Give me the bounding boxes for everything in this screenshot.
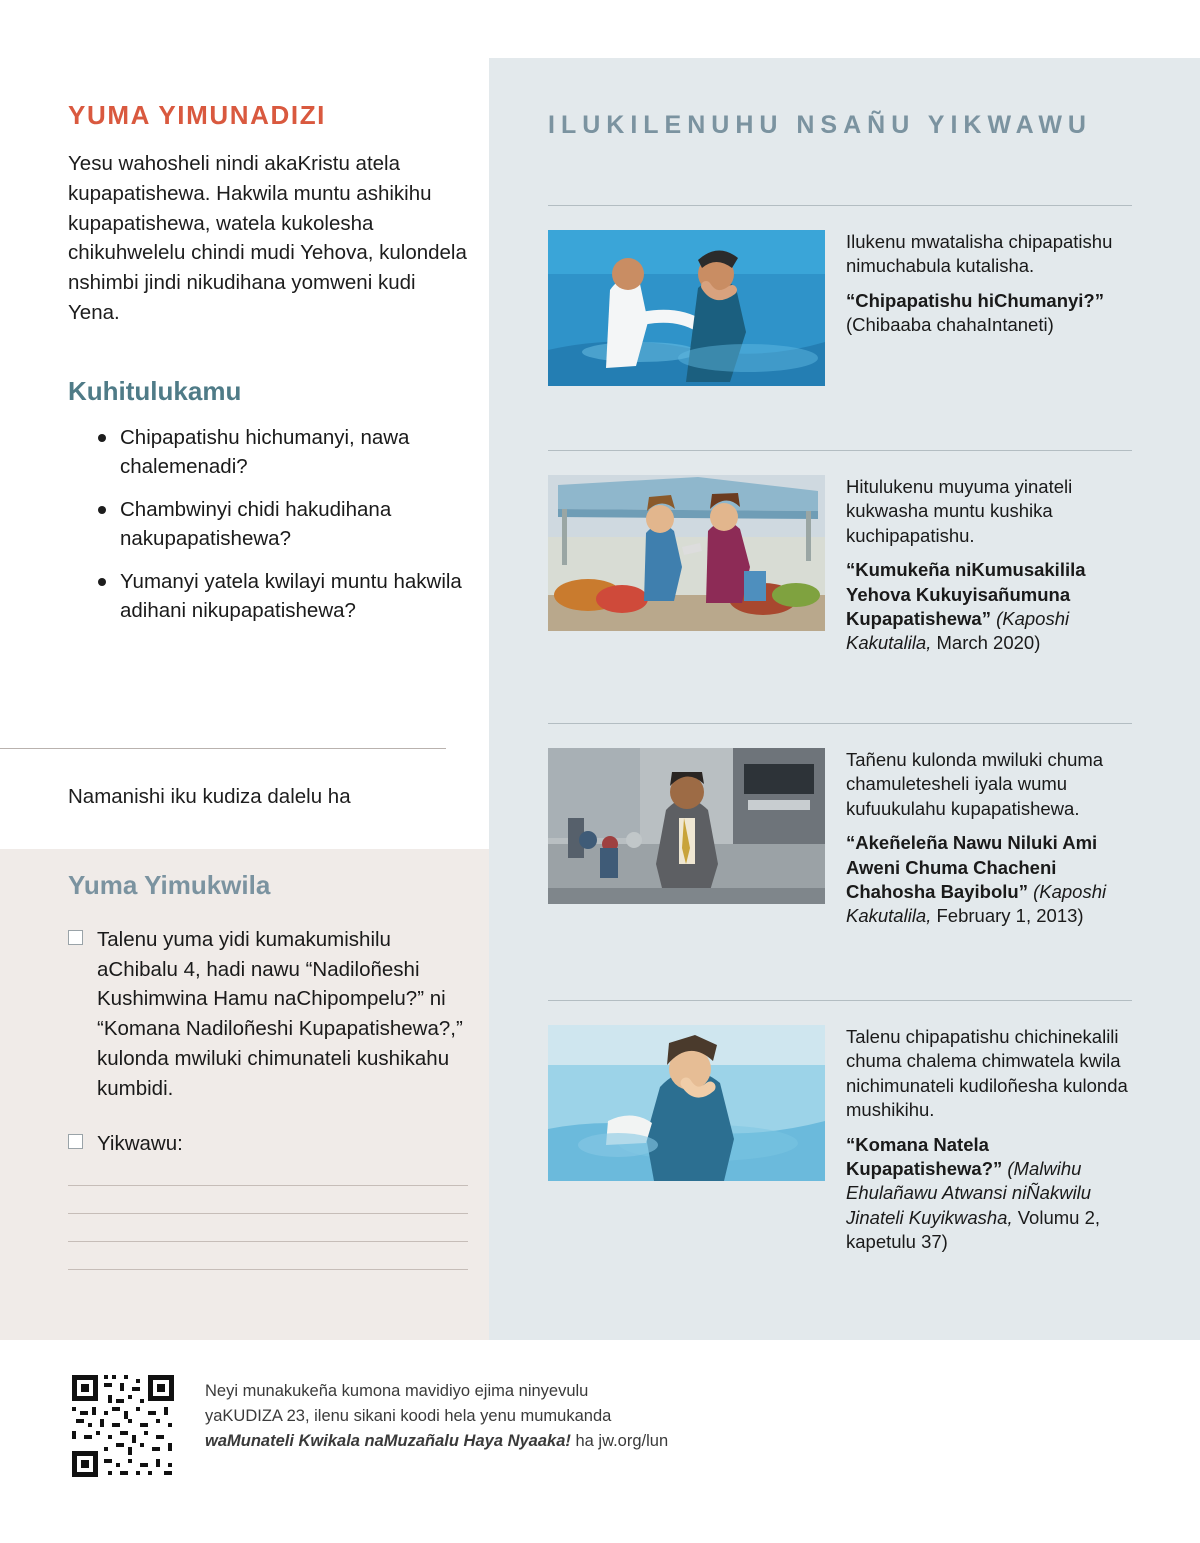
footer-line-3 bbox=[205, 1429, 668, 1454]
footer-url: ha jw.org/lun bbox=[570, 1431, 669, 1450]
footer-line-1: Neyi munakukeña kumona mavidiyo ejima ninyevulu bbox=[205, 1382, 589, 1400]
thumbnail-woman-baptized[interactable] bbox=[548, 1025, 825, 1181]
note-text: Namanishi iku kudiza dalelu ha bbox=[68, 785, 351, 808]
list-item: Yumanyi yatela kwilayi muntu hakwila adihani nikupapatishewa? bbox=[98, 567, 468, 625]
thumbnail-market-stall[interactable] bbox=[548, 475, 825, 631]
row-text bbox=[846, 1025, 1132, 1255]
checklist-item[interactable] bbox=[68, 925, 468, 1103]
reference-title: “Chipapatishu hiChumanyi?” bbox=[846, 289, 1104, 311]
panel-title: ILUKILENUHU NSAÑU YIKWAWU bbox=[548, 111, 1092, 139]
reference-rest: Volumu 2, kapetulu 37) bbox=[846, 1206, 1101, 1253]
checklist-section bbox=[68, 870, 468, 1297]
write-in-lines[interactable] bbox=[68, 1185, 468, 1270]
row-text bbox=[846, 475, 1132, 656]
reference-rest: (Chibaaba chahaIntaneti) bbox=[846, 314, 1054, 336]
subsection-title: Kuhitulukamu bbox=[68, 375, 242, 406]
row-divider bbox=[548, 450, 1132, 451]
write-line[interactable] bbox=[68, 1213, 468, 1214]
reference-italic: (Malwihu Ehulañawu Atwansi niÑakwilu Jinateli Kuyikwasha, bbox=[846, 1158, 1092, 1228]
checklist-item-label: Talenu yuma yidi kumakumishilu aChibalu 4, hadi nawu “Nadiloñeshi Kushimwina Hamu naChipompelu?” ni “Komana Nadiloñeshi Kupapatishewa?,” kulonda mwiluki chimunateli kushikahu kumbidi. bbox=[97, 928, 463, 1100]
thumbnail-city-street-man[interactable] bbox=[548, 748, 825, 904]
row-description: Tañenu kulonda mwiluki chuma chamuletesheli iyala wumu kufuukulahu kupapatishewa. bbox=[846, 749, 1104, 819]
resource-row bbox=[548, 723, 1132, 929]
row-reference bbox=[846, 831, 1132, 929]
row-text bbox=[846, 748, 1132, 929]
footer-line-2: yaKUDIZA 23, ilenu sikani koodi hela yenu mumukanda bbox=[205, 1406, 612, 1425]
row-description: Hitulukenu muyuma yinateli kukwasha muntu kushika kuchipapatishu. bbox=[846, 476, 1073, 546]
reference-title: “Akeñeleña Nawu Niluki Ami Aweni Chuma Chacheni Chahosha Bayibolu” bbox=[846, 832, 1098, 903]
reference-title: “Kumukeña niKumusakilila Yehova Kukuyisañumuna Kupapatishewa” bbox=[846, 559, 1086, 630]
row-divider bbox=[548, 205, 1132, 206]
row-divider bbox=[548, 723, 1132, 724]
reference-italic: (Kaposhi Kakutalila, bbox=[846, 881, 1107, 927]
checklist-title: Yuma Yimukwila bbox=[68, 870, 271, 900]
intro-paragraph: Yesu wahosheli nindi akaKristu atela kupapatishewa. Hakwila muntu ashikihu kupapatishewa, watela kukolesha chikuhwelelu chindi mudi Yehova, kulondela nshimbi jindi nikudihana yomweni kudi Yena. bbox=[68, 152, 467, 324]
checkbox-icon[interactable] bbox=[68, 1134, 83, 1149]
thumbnail-baptism-pool[interactable] bbox=[548, 230, 825, 386]
list-item: Chambwinyi chidi hakudihana nakupapatishewa? bbox=[98, 495, 468, 553]
reference-italic: (Kaposhi Kakutalila, bbox=[846, 608, 1070, 654]
qr-code-icon[interactable] bbox=[68, 1371, 178, 1481]
resource-row bbox=[548, 1000, 1132, 1255]
row-reference bbox=[846, 289, 1132, 338]
write-line[interactable] bbox=[68, 1241, 468, 1242]
write-line[interactable] bbox=[68, 1269, 468, 1270]
footer-text bbox=[205, 1379, 668, 1453]
left-divider bbox=[0, 748, 446, 749]
footer-publication-title: waMunateli Kwikala naMuzañalu Haya Nyaaka! bbox=[205, 1431, 571, 1450]
resource-row bbox=[548, 450, 1132, 656]
write-line[interactable] bbox=[68, 1185, 468, 1186]
checklist-item[interactable] bbox=[68, 1129, 468, 1159]
reference-title: “Komana Natela Kupapatishewa?” bbox=[846, 1133, 1003, 1180]
row-description: Ilukenu mwatalisha chipapatishu nimuchabula kutalisha. bbox=[846, 231, 1113, 277]
footer bbox=[68, 1371, 1128, 1481]
reference-rest: March 2020) bbox=[931, 632, 1041, 654]
resource-row bbox=[548, 205, 1132, 386]
reference-rest: February 1, 2013) bbox=[931, 905, 1084, 927]
row-reference bbox=[846, 558, 1132, 656]
list-item: Chipapatishu hichumanyi, nawa chalemenadi? bbox=[98, 423, 468, 481]
row-description: Talenu chipapatishu chichinekalili chuma chalema chimwatela kwila nichimunateli kudiloñesha kulonda mushikihu. bbox=[846, 1026, 1128, 1121]
left-column bbox=[68, 100, 468, 639]
row-reference bbox=[846, 1133, 1132, 1255]
section-title: YUMA YIMUNADIZI bbox=[68, 100, 326, 130]
row-text bbox=[846, 230, 1132, 386]
row-divider bbox=[548, 1000, 1132, 1001]
question-list bbox=[68, 423, 468, 626]
checkbox-icon[interactable] bbox=[68, 930, 83, 945]
checklist-item-label: Yikwawu: bbox=[97, 1132, 183, 1156]
